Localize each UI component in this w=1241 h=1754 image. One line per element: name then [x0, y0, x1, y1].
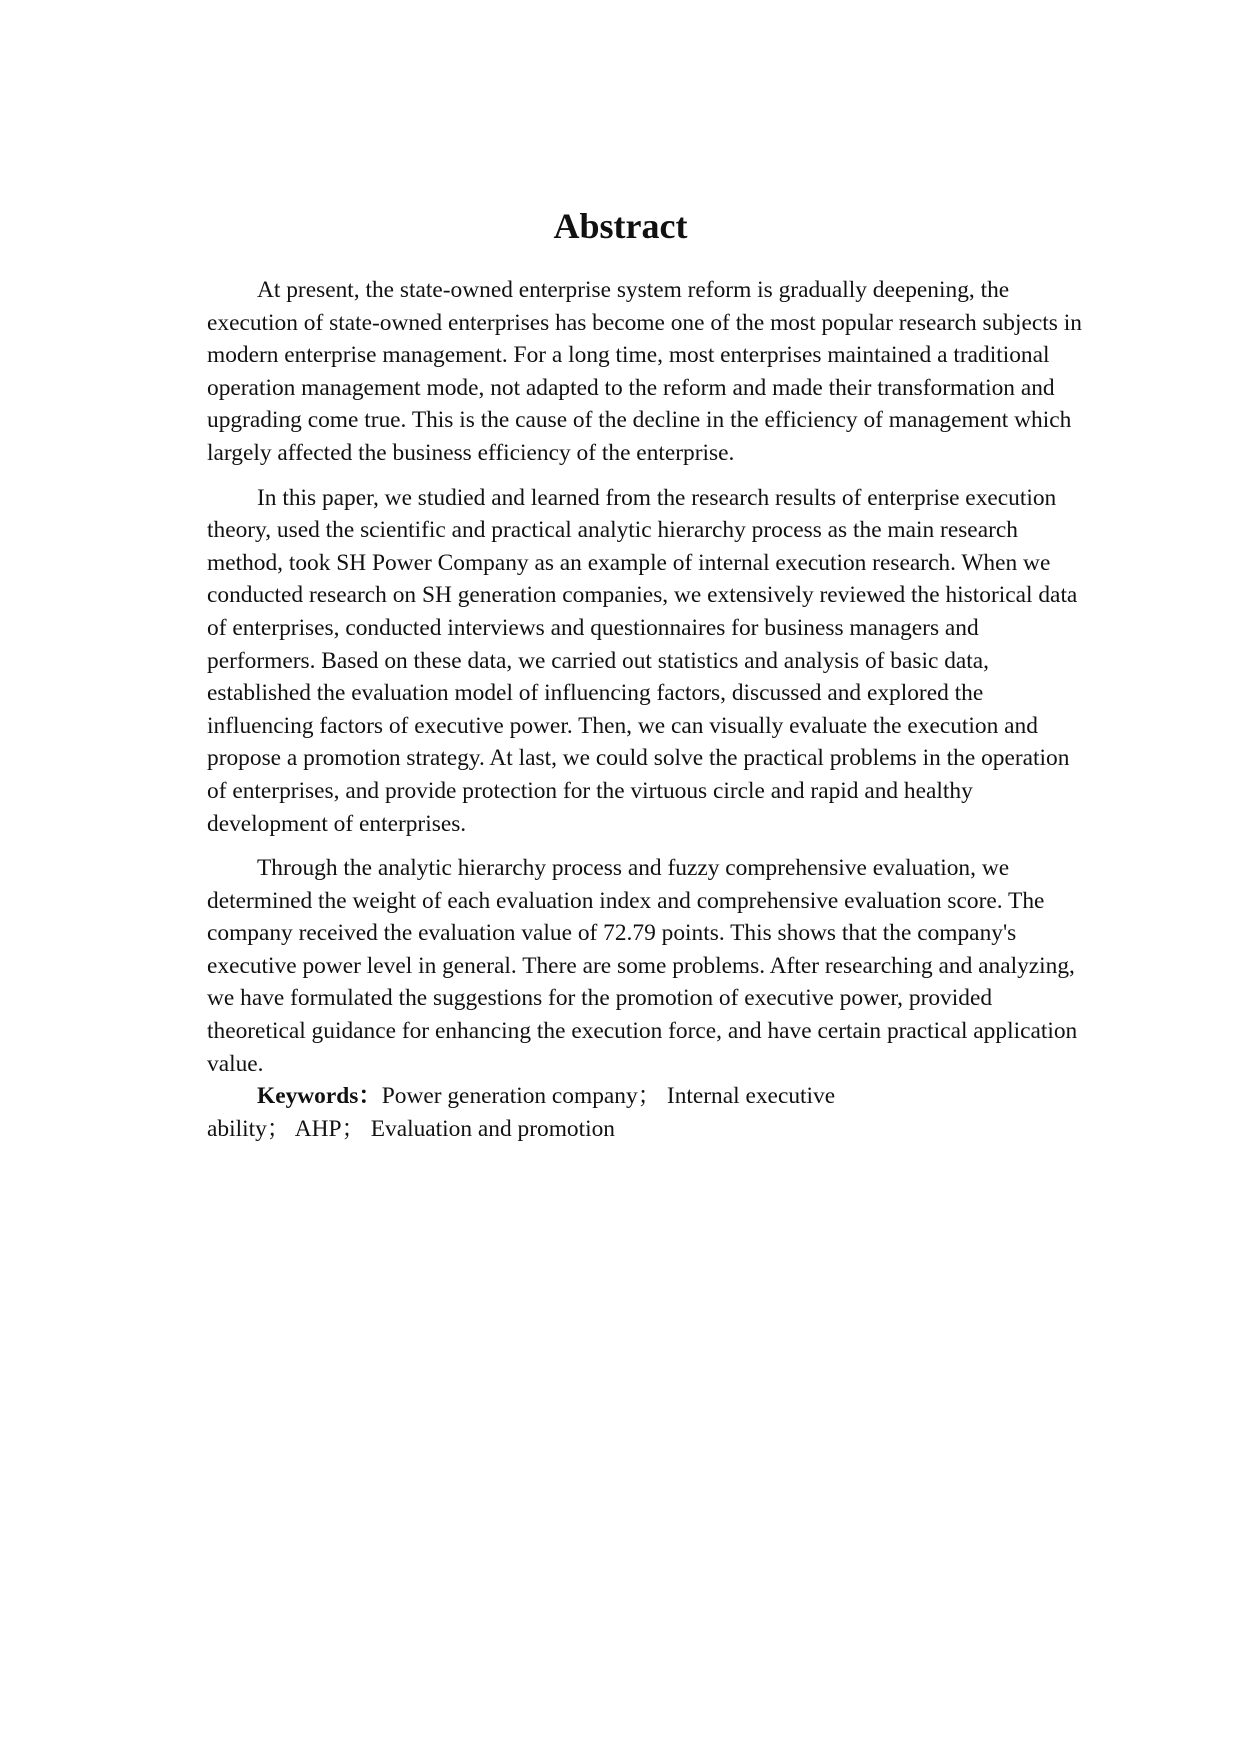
keywords-text: Power generation company； Internal executive ability； AHP； Evaluation and promotion [207, 1083, 836, 1142]
keywords-line [207, 1080, 907, 1145]
abstract-body [207, 274, 1087, 1145]
abstract-paragraph-2: In this paper, we studied and learned from the research results of enterprise execution theory, used the scientific and practical analytic hierarchy process as the main research method, took SH Power Company as an example of internal execution research. When we conducted research on SH generation companies, we extensively reviewed the historical data of enterprises, conducted interviews and questionnaires for business managers and performers. Based on these data, we carried out statistics and analysis of basic data, established the evaluation model of influencing factors, discussed and explored the influencing factors of executive power. Then, we can visually evaluate the execution and propose a promotion strategy. At last, we could solve the practical problems in the operation of enterprises, and provide protection for the virtuous circle and rapid and healthy development of enterprises. [207, 484, 1078, 837]
keywords-label: Keywords： [257, 1083, 382, 1110]
abstract-paragraph-3: Through the analytic hierarchy process and fuzzy comprehensive evaluation, we determined the weight of each evaluation index and comprehensive evaluation score. The company received the evaluation value of 72.79 points. This shows that the company's executive power level in general. There are some problems. After researching and analyzing, we have formulated the suggestions for the promotion of executive power, provided theoretical guidance for enhancing the execution force, and have certain practical application value. [207, 855, 1078, 1077]
abstract-paragraph-1: At present, the state-owned enterprise system reform is gradually deepening, the execution of state-owned enterprises has become one of the most popular research subjects in modern enterprise management. For a long time, most enterprises maintained a traditional operation management mode, not adapted to the reform and made their transformation and upgrading come true. This is the cause of the decline in the efficiency of management which largely affected the business efficiency of the enterprise. [207, 277, 1082, 466]
abstract-title: Abstract [553, 206, 688, 246]
